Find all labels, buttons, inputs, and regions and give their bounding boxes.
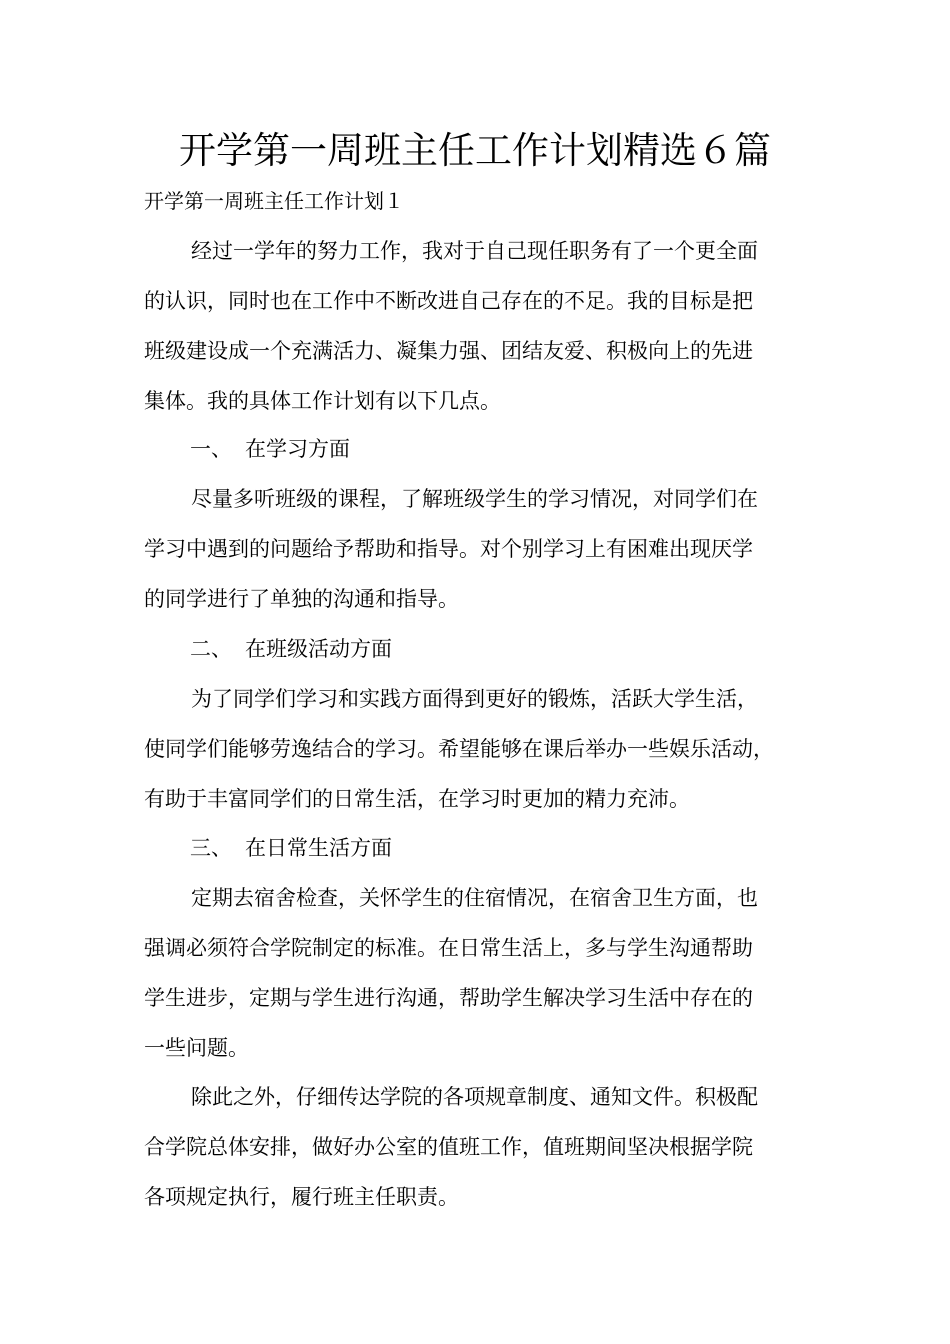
paragraph-line: 经过一学年的努力工作，我对于自己现任职务有了一个更全面 xyxy=(191,239,758,263)
paragraph-line: 有助于丰富同学们的日常生活，在学习时更加的精力充沛。 xyxy=(144,787,690,811)
paragraph-line: 各项规定执行，履行班主任职责。 xyxy=(144,1185,459,1209)
paragraph-line: 学习中遇到的问题给予帮助和指导。对个别学习上有困难出现厌学 xyxy=(144,537,753,561)
paragraph-line: 强调必须符合学院制定的标准。在日常生活上，多与学生沟通帮助 xyxy=(144,936,753,960)
section-number: 一、 xyxy=(190,437,232,461)
paragraph-line: 班级建设成一个充满活力、凝集力强、团结友爱、积极向上的先进 xyxy=(144,339,753,363)
paragraph-line: 学生进步，定期与学生进行沟通，帮助学生解决学习生活中存在的 xyxy=(144,986,753,1010)
paragraph-line: 除此之外，仔细传达学院的各项规章制度、通知文件。积极配 xyxy=(191,1085,758,1109)
paragraph-line: 使同学们能够劳逸结合的学习。希望能够在课后举办一些娱乐活动， xyxy=(144,737,774,761)
paragraph-line: 一些问题。 xyxy=(144,1036,249,1060)
section-heading-text: 在班级活动方面 xyxy=(245,637,392,661)
paragraph-line: 尽量多听班级的课程，了解班级学生的学习情况，对同学们在 xyxy=(191,487,758,511)
section-paragraph-class-activities xyxy=(144,674,824,824)
section-paragraph-study xyxy=(144,474,824,624)
paragraph-line: 集体。我的具体工作计划有以下几点。 xyxy=(144,389,501,413)
document-subtitle: 开学第一周班主任工作计划１ xyxy=(144,189,404,213)
section-heading-daily-life xyxy=(190,833,392,863)
closing-paragraph xyxy=(144,1072,824,1222)
section-heading-text: 在学习方面 xyxy=(245,437,350,461)
intro-paragraph xyxy=(144,226,824,426)
section-number: 二、 xyxy=(190,637,232,661)
paragraph-line: 为了同学们学习和实践方面得到更好的锻炼，活跃大学生活， xyxy=(191,687,758,711)
paragraph-line: 的同学进行了单独的沟通和指导。 xyxy=(144,587,459,611)
paragraph-line: 的认识，同时也在工作中不断改进自己存在的不足。我的目标是把 xyxy=(144,289,753,313)
section-heading-text: 在日常生活方面 xyxy=(245,836,392,860)
section-paragraph-daily-life xyxy=(144,873,824,1073)
section-heading-study xyxy=(190,434,350,464)
paragraph-line: 合学院总体安排，做好办公室的值班工作，值班期间坚决根据学院 xyxy=(144,1135,753,1159)
section-number: 三、 xyxy=(190,836,232,860)
section-heading-class-activities xyxy=(190,634,392,664)
paragraph-line: 定期去宿舍检查，关怀学生的住宿情况，在宿舍卫生方面，也 xyxy=(191,886,758,910)
document-title: 开学第一周班主任工作计划精选６篇 xyxy=(179,129,771,172)
